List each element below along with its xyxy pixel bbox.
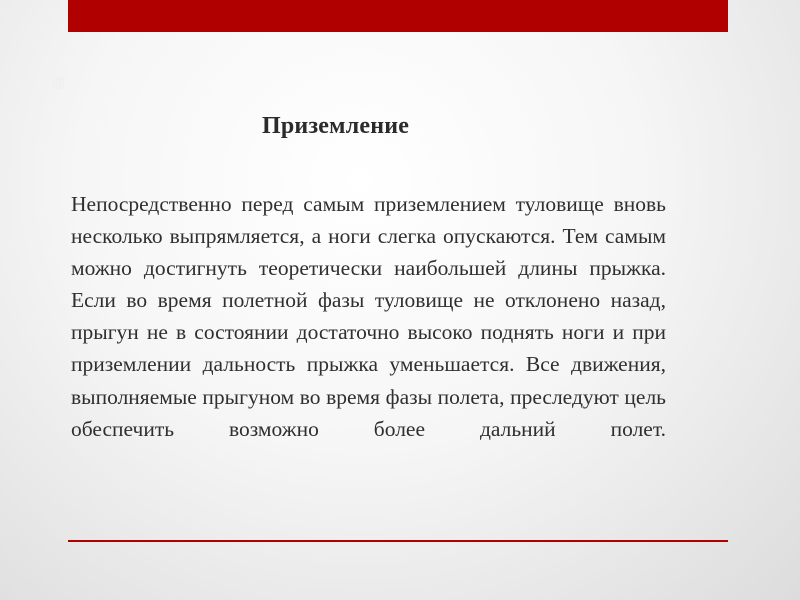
body-text: Непосредственно перед самым приземлением туловище вновь несколько выпрямляется, а ноги слегка опускаются. Тем самым можно достигнуть теоретически наибольшей длины прыжка. Если во время полетной фазы туловище не отклонено назад, прыгун не в состоянии достаточно высоко поднять ноги и при приземлении дальность прыжка уменьшается. Все движения, выполняемые прыгуном во время фазы полета, преследуют цель обеспечить возможно более дальний полет. — [71, 192, 666, 441]
slide-title: Приземление — [262, 113, 410, 139]
corner-mark: п — [52, 68, 65, 93]
top-accent-band — [68, 0, 728, 32]
bottom-accent-rule — [68, 540, 728, 542]
